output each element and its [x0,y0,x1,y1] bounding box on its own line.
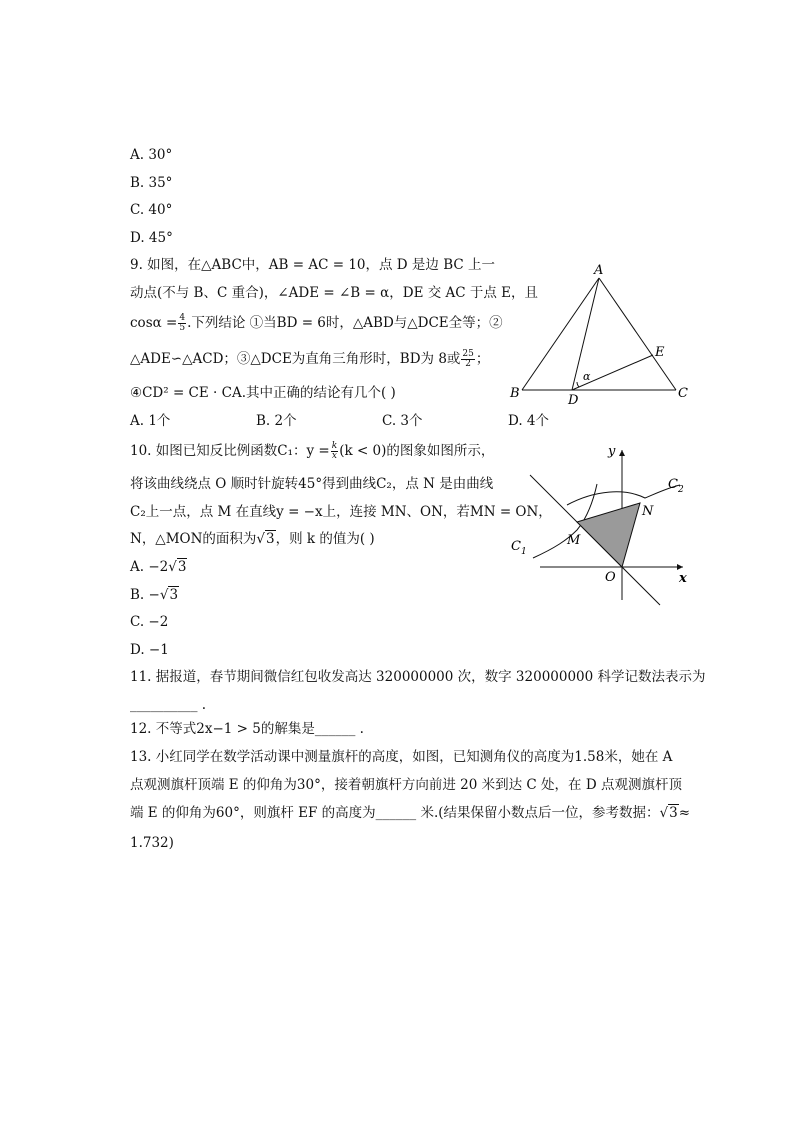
q10-x: x [331,451,337,461]
q13-line-3-post: ≈ [678,805,691,821]
q10-line-2: 将该曲线绕点 O 顺时针旋转45°得到曲线C₂，点 N 是由曲线 [130,476,494,492]
q10-option-a-pre: A. −2 [130,559,169,575]
q10-option-b-sqrt: 3 [169,587,179,603]
q9-cos-denominator: 5 [179,323,186,333]
q13-line-3: 端 E 的仰角为60°，则旗杆 EF 的高度为______ 米.(结果保留小数点后一位，参考数据：√3≈ [130,805,691,821]
q10-option-a-sqrt: 3 [177,559,187,575]
q10-label-n: N [642,504,654,519]
q10-coordinate-figure [505,440,705,605]
q9-label-d: D [568,393,579,408]
q12-line-1: 12. 不等式2x−1 > 5的解集是______ . [130,721,364,737]
q9-bd-fraction [461,350,474,369]
q8-option-c: C. 40° [130,202,173,218]
q10-line-1 [130,442,505,461]
q8-option-b: B. 35° [130,175,173,191]
q10-line-4: N，△MON的面积为√3，则 k 的值为( ) [130,531,375,547]
q10-line-1-pre: 10. 如图已知反比例函数C₁：y = [130,443,330,459]
q10-k: k [331,441,338,451]
q10-label-y: y [608,444,616,459]
q9-option-c: C. 3个 [382,413,423,429]
q10-label-o: O [605,570,616,585]
q9-line-3-rest: .下列结论 ①当BD = 6时，△ABD与△DCE全等；② [187,315,503,331]
q9-option-b: B. 2个 [256,413,297,429]
q9-bd-denominator: 2 [465,359,472,369]
q10-label-m: M [567,533,581,548]
q13-line-2: 点观测旗杆顶端 E 的仰角为30°，接着朝旗杆方向前进 20 米到达 C 处，在 D 点观测旗杆顶 [130,777,682,793]
q10-area-sqrt: 3 [266,531,275,547]
q9-cos-fraction [178,314,186,333]
q10-label-c1: $C_1$ [511,539,527,557]
q9-line-4 [130,350,500,369]
q10-option-d: D. −1 [130,642,169,658]
q9-line-5: ④CD² = CE · CA.其中正确的结论有几个( ) [130,385,396,401]
q10-label-c2: $C_2$ [668,477,684,495]
q9-angle-arc [577,382,579,387]
q9-option-a: A. 1个 [130,413,171,429]
q9-label-a: A [594,263,604,278]
q9-line-4-main: △ADE∽△ACD；③△DCE为直角三角形时，BD为 8或 [130,351,461,367]
q9-line-3 [130,313,503,333]
q9-bd-numerator: 25 [462,349,474,359]
q9-label-c: C [678,386,688,401]
q10-option-b-pre: B. − [130,587,160,603]
q10-line-3: C₂上一点，点 M 在直线y = −x上，连接 MN、ON，若MN = ON， [130,504,552,520]
q10-triangle-mon [577,503,640,567]
q10-option-b: B. −√3 [130,587,179,603]
q10-line-4-post: ，则 k 的值为( ) [275,531,375,547]
q9-line-2: 动点(不与 B、C 重合)，∠ADE = ∠B = α，DE 交 AC 于点 E，且 [130,285,539,301]
q13-line-4: 1.732) [130,835,174,851]
q10-k-over-x [331,442,338,461]
q8-option-d: D. 45° [130,230,173,246]
q10-line-1-post: (k < 0)的图象如图所示， [339,443,495,459]
q10-line-4-pre: N，△MON的面积为 [130,531,257,547]
q13-line-3-pre: 端 E 的仰角为60°，则旗杆 EF 的高度为______ 米.(结果保留小数点后一位，参考数据： [130,805,660,821]
q9-option-d: D. 4个 [508,413,550,429]
q9-label-e: E [655,345,665,360]
q13-sqrt: 3 [669,805,678,821]
q10-option-a: A. −2√3 [130,559,187,575]
q10-option-c: C. −2 [130,614,169,630]
q8-option-a: A. 30° [130,147,173,163]
q10-label-x: x [679,571,687,586]
q10-curve-c2 [567,485,680,505]
q9-label-b: B [510,386,520,401]
q9-cos-label: cosα = [130,315,178,331]
q9-line-4-tail: ； [475,351,490,367]
q9-triangle-figure [500,258,700,408]
q9-cos-numerator: 4 [179,313,186,323]
q11-answer-blank: __________ . [130,697,207,713]
q13-line-1: 13. 小红同学在数学活动课中测量旗杆的高度，如图，已知测角仪的高度为1.58米，她在 A [130,749,673,765]
q9-line-1: 9. 如图，在△ABC中，AB = AC = 10，点 D 是边 BC 上一 [130,257,496,273]
q9-label-alpha: α [583,370,591,383]
q11-line-1: 11. 据报道，春节期间微信红包收发高达 320000000 次，数字 320000000 科学记数法表示为 [130,669,706,685]
